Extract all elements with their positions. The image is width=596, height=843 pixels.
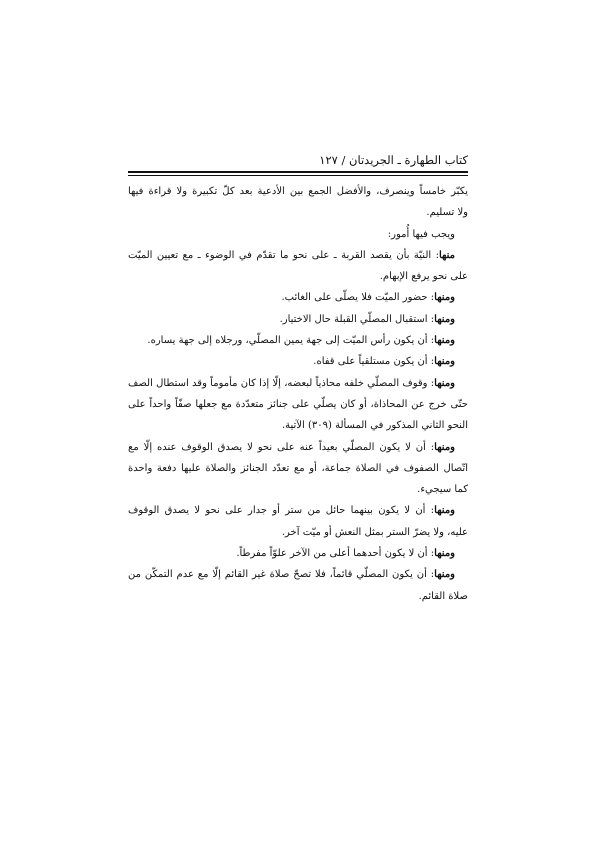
line-text: على نحو يرفع الإبهام. [379, 271, 468, 283]
text-line [128, 564, 468, 585]
line-lead-word: ومنها [434, 292, 455, 304]
line-text: يكبّر خامساً وينصرف، والأفضل الجمع بين الأدعية بعد كلّ تكبيرة ولا قراءة فيها [128, 186, 468, 197]
text-line [128, 522, 468, 543]
text-line [128, 586, 468, 607]
line-text: حتّى خرج عن المحاذاة، أو كان يصلّي على جنائز متعدّدة مع جعلها صفّاً واحداً على [128, 398, 468, 410]
line-lead-word: ومنها [434, 505, 455, 517]
running-title: كتاب الطهارة ـ الجريدتان / ١٢٧ [319, 153, 468, 167]
page-body [128, 181, 468, 607]
line-lead-word: ومنها [434, 548, 455, 560]
text-line [128, 287, 468, 308]
text-line [128, 500, 468, 521]
line-lead-word: منها [438, 249, 455, 261]
line-text: صلاة القائم. [418, 590, 468, 602]
line-text: : أن يكون رأس الميّت إلى جهة يمين المصلّي، ورجلاه إلى جهة يساره. [147, 335, 435, 347]
text-line [128, 202, 468, 223]
line-text: النحو الثاني المذكور في المسألة (٣٠٩) الآتية. [281, 420, 468, 432]
text-line [128, 479, 468, 500]
text-line [128, 224, 468, 245]
line-text: : حضور الميّت فلا يصلّى على الغائب. [281, 292, 435, 304]
header-rule-lower [128, 175, 468, 177]
line-text: : وقوف المصلّي خلفه محاذياً لبعضه، إلّا إذا كان مأموماً وقد استطال الصف [128, 377, 435, 389]
line-text: كما سيجيء. [417, 484, 468, 496]
text-line [128, 394, 468, 415]
text-line [128, 458, 468, 479]
line-text: : أن لا يكون المصلّي بعيداً عنه على نحو لا يصدق الوقوف عنده إلّا مع [128, 441, 435, 453]
text-line [128, 181, 468, 202]
line-text: ولا تسليم. [426, 207, 468, 219]
line-lead-word: ومنها [434, 313, 455, 325]
line-text: : النيّة بأن يقصد القربة ـ على نحو ما تقدّم في الوضوء ـ مع تعيين الميّت [128, 249, 439, 261]
text-line [128, 437, 468, 458]
line-text: ويجب فيها أُمور: [387, 228, 455, 240]
line-text: : أن يكون المصلّي قائماً، فلا تصحّ صلاة غير القائم إلّا مع عدم التمكّن من [128, 569, 435, 581]
text-line [128, 266, 468, 287]
line-text: اتّصال الصفوف في الصلاة جماعة، أو مع تعدّد الجنائز والصلاة عليها دفعة واحدة [128, 462, 468, 474]
line-text: : استقبال المصلّي القبلة حال الاختيار. [279, 313, 435, 325]
text-line [128, 245, 468, 266]
line-text: عليه، ولا يضرّ الستر بمثل النعش أو ميّت آخر. [281, 526, 468, 538]
text-line [128, 373, 468, 394]
running-header [128, 151, 468, 169]
text-line [128, 309, 468, 330]
text-line [128, 415, 468, 436]
line-text: : أن يكون مستلقياً على قفاه. [313, 356, 435, 368]
line-text: : أن لا يكون أحدهما أعلى من الآخر علوّاً مفرطاً. [236, 548, 435, 560]
line-lead-word: ومنها [434, 377, 455, 389]
text-line [128, 543, 468, 564]
line-text: : أن لا يكون بينهما حائل من ستر أو جدار على نحو لا يصدق الوقوف [128, 505, 435, 517]
line-lead-word: ومنها [434, 441, 455, 453]
header-rule-upper [128, 171, 468, 173]
line-lead-word: ومنها [434, 335, 455, 347]
line-lead-word: ومنها [434, 569, 455, 581]
text-line [128, 330, 468, 351]
text-line [128, 351, 468, 372]
line-lead-word: ومنها [434, 356, 455, 368]
